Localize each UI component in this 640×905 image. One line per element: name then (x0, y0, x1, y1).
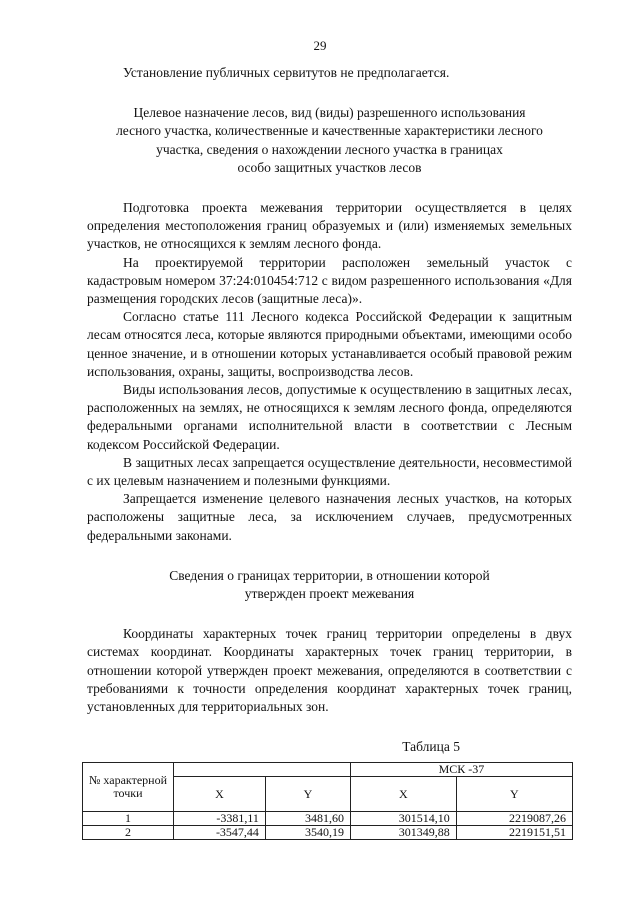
table-row (83, 826, 573, 840)
x-msk-value: 301349,88 (350, 826, 456, 840)
x-header: X (174, 777, 266, 812)
document-body (87, 64, 572, 757)
y-msk-value: 2219151,51 (456, 826, 572, 840)
heading-line: Сведения о границах территории, в отношении которой (169, 567, 490, 583)
point-number: 1 (83, 812, 174, 826)
y-value: 3540,19 (265, 826, 350, 840)
x-value: -3547,44 (174, 826, 266, 840)
y-header: Y (456, 777, 572, 812)
point-number: 2 (83, 826, 174, 840)
table-title: Таблица 5 (402, 739, 460, 755)
section1-heading (87, 104, 572, 177)
msk-37-header: МСК -37 (350, 763, 572, 777)
servitude-note: Установление публичных сервитутов не предполагается. (123, 65, 450, 80)
paragraph: На проектируемой территории расположен земельный участок с кадастровым номером 37:24:010454:712 с видом разрешенного использования «Для размещения городских лесов (защитные леса)». (87, 254, 572, 307)
point-number-header: № характерной точки (83, 763, 174, 812)
x-header: X (350, 777, 456, 812)
paragraph: В защитных лесах запрещается осуществление деятельности, несовместимой с их целевым назначением и полезными функциями. (87, 454, 572, 489)
paragraph: Запрещается изменение целевого назначения лесных участков, на которых расположены защитные леса, за исключением случаев, предусмотренных федеральными законами. (87, 491, 572, 543)
heading-line: Целевое назначение лесов, вид (виды) разрешенного использования (133, 105, 526, 121)
y-msk-value: 2219087,26 (456, 812, 572, 826)
section2-heading (87, 567, 572, 603)
y-header: Y (265, 777, 350, 812)
table-row (83, 812, 573, 826)
heading-line: особо защитных участков лесов (237, 159, 422, 175)
heading-line: участка, сведения о нахождении лесного участка в границах (156, 141, 503, 157)
y-value: 3481,60 (265, 812, 350, 826)
x-value: -3381,11 (174, 812, 266, 826)
page-number: 29 (313, 38, 327, 53)
paragraph: Подготовка проекта межевания территории осуществляется в целях определения местоположения границ образуемых и (или) изменяемых земельных участков, не относящихся к землям лесного фонда. (87, 200, 572, 252)
heading-line: утвержден проект межевания (244, 586, 415, 602)
local-system-header (174, 763, 351, 777)
paragraph: Согласно статье 111 Лесного кодекса Российской Федерации к защитным лесам относятся леса, которые являются природными объектами, имеющими особо ценное значение, и в отношении которых устанавливается особый правовой режим использования, охраны, защиты, воспроизводства лесов. (87, 309, 572, 379)
heading-line: лесного участка, количественные и качественные характеристики лесного (116, 123, 543, 139)
paragraph: Координаты характерных точек границ территории определены в двух системах координат. Координаты характерных точек границ территории, в отношении которой утвержден проект межевания, определяются в соответствии с требованиями к точности определения координат характерных точек границ, установленных для территориальных зон. (87, 626, 572, 715)
x-msk-value: 301514,10 (350, 812, 456, 826)
coordinates-table (82, 762, 573, 840)
paragraph: Виды использования лесов, допустимые к осуществлению в защитных лесах, расположенных на землях, не относящихся к землям лесного фонда, определяются федеральными органами исполнительной власти в соответствии с Лесным кодексом Российской Федерации. (87, 382, 572, 452)
table-header-row (83, 763, 573, 777)
